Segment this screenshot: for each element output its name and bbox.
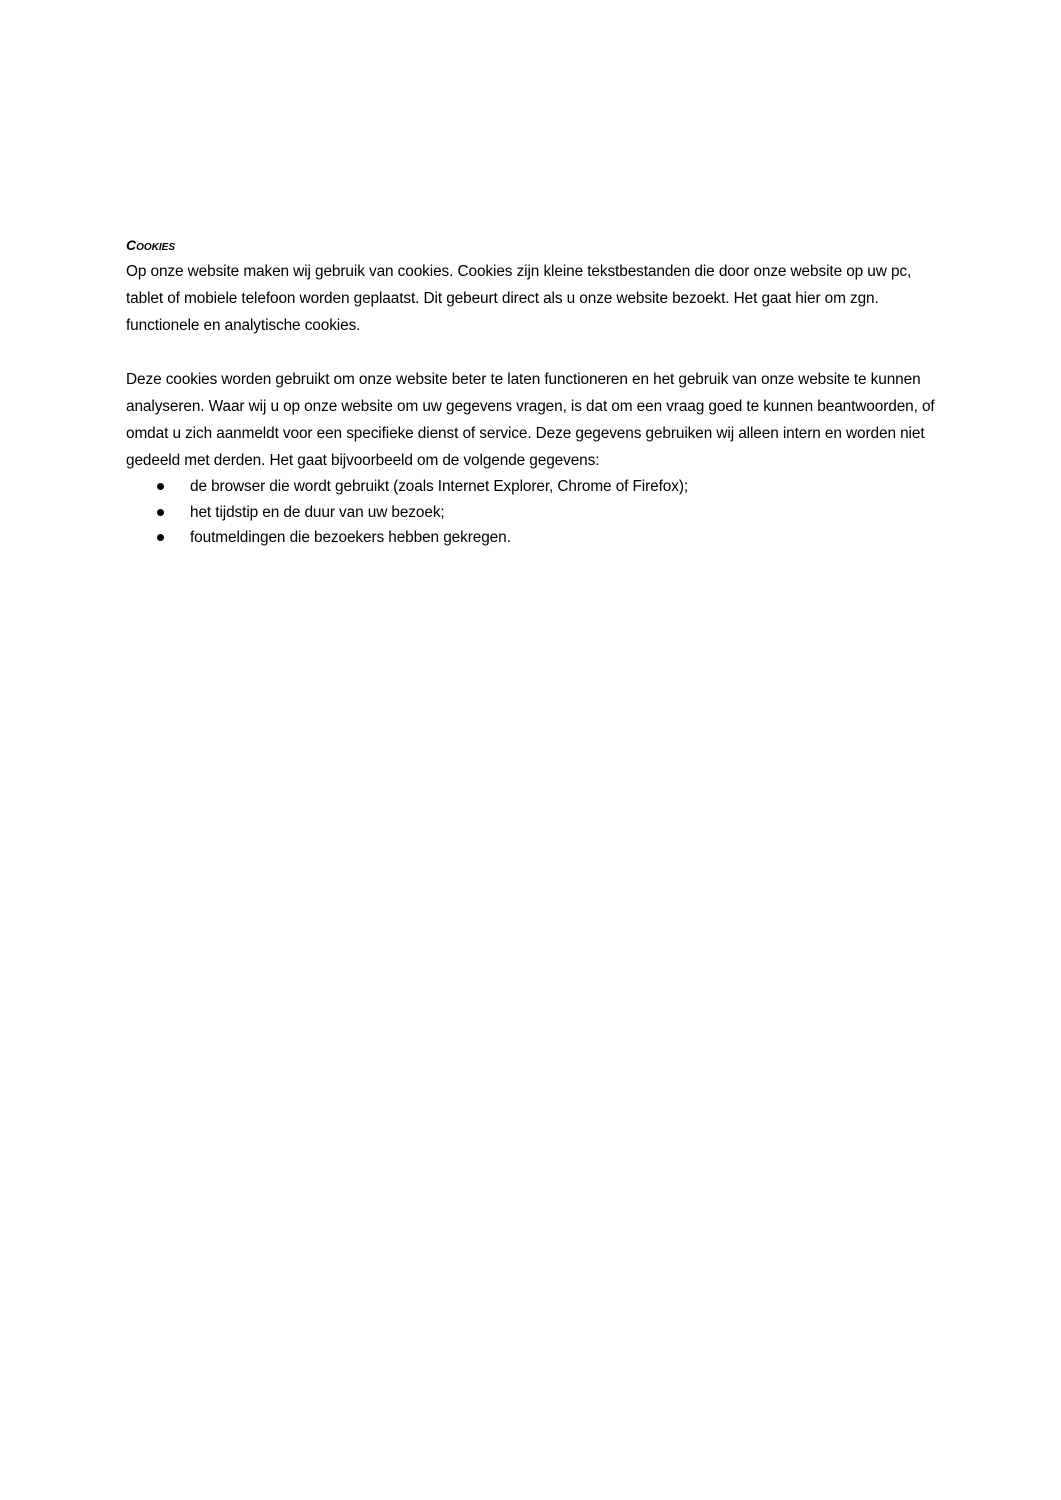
list-item-text: foutmeldingen die bezoekers hebben gekregen. (190, 529, 511, 546)
list-item (126, 500, 941, 526)
section-heading: Cookies (126, 237, 176, 253)
bullet-icon (157, 483, 164, 490)
bullet-icon (157, 509, 164, 516)
paragraph-spacer (126, 339, 941, 366)
list-item-text: het tijdstip en de duur van uw bezoek; (190, 503, 445, 521)
list-item (126, 474, 941, 500)
paragraph-usage: Deze cookies worden gebruikt om onze website beter te laten functioneren en het gebruik van onze website te kunnen analyseren. Waar wij u op onze website om uw gegevens vragen, is dat om een vraag goed te kunnen beantwoorden, of omdat u zich aanmeldt voor een specifieke dienst of service. Deze gegevens gebruiken wij alleen intern en worden niet gedeeld met derden. Het gaat bijvoorbeeld om de volgende gegevens: (126, 371, 935, 469)
paragraph-intro: Op onze website maken wij gebruik van cookies. Cookies zijn kleine tekstbestanden die door onze website op uw pc, tablet of mobiele telefoon worden geplaatst. Dit gebeurt direct als u onze website bezoekt. Het gaat hier om zgn. functionele en analytische cookies. (126, 263, 912, 334)
bullet-list (126, 474, 941, 551)
bullet-icon (157, 534, 164, 541)
list-item (126, 525, 941, 551)
list-item-text: de browser die wordt gebruikt (zoals Internet Explorer, Chrome of Firefox); (190, 478, 689, 495)
document-content (126, 234, 941, 551)
